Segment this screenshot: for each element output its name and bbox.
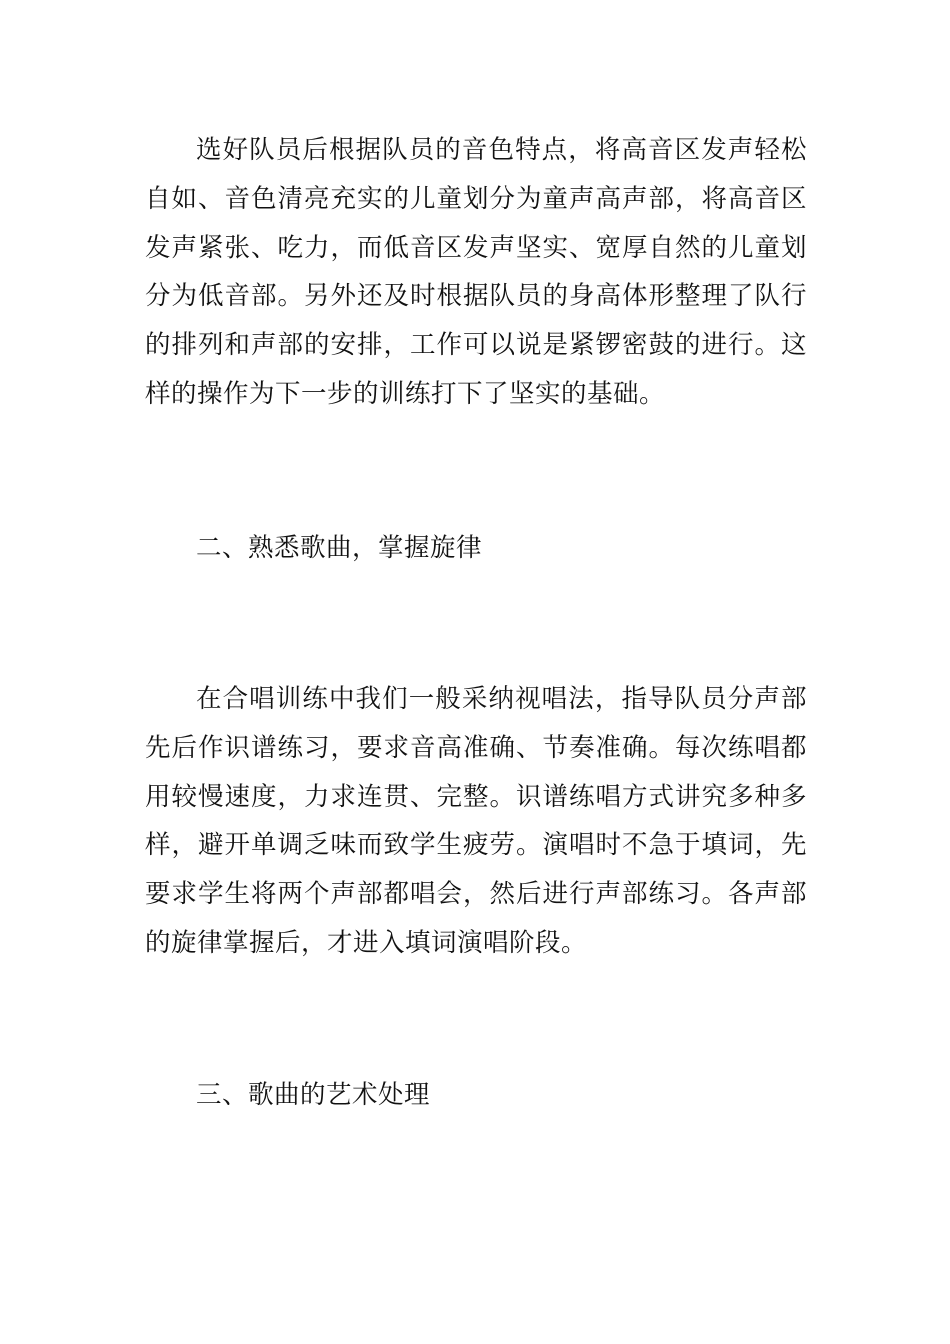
section-heading-artistic-treatment: 三、歌曲的艺术处理 — [196, 1080, 431, 1110]
body-paragraph-voice-grouping: 选好队员后根据队员的音色特点，将高音区发声轻松自如、音色清亮充实的儿童划分为童声高声部，将高音区发声紧张、吃力，而低音区发声坚实、宽厚自然的儿童划分为低音部。另外还及时根据队员的身高体形整理了队行的排列和声部的安排，工作可以说是紧锣密鼓的进行。这样的操作为下一步的训练打下了坚实的基础。 — [145, 135, 807, 409]
section-heading-familiarize-melody: 二、熟悉歌曲，掌握旋律 — [196, 533, 483, 563]
body-paragraph-sight-singing: 在合唱训练中我们一般采纳视唱法，指导队员分声部先后作识谱练习，要求音高准确、节奏准确。每次练唱都用较慢速度，力求连贯、完整。识谱练唱方式讲究多种多样，避开单调乏味而致学生疲劳。演唱时不急于填词，先要求学生将两个声部都唱会，然后进行声部练习。各声部的旋律掌握后，才进入填词演唱阶段。 — [145, 684, 807, 958]
